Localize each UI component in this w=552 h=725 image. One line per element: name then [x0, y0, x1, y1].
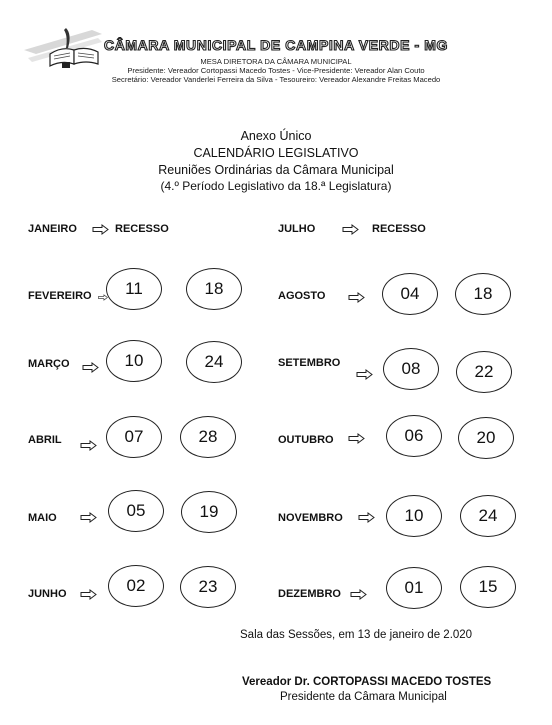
meeting-date: 24	[186, 341, 242, 383]
period-label: (4.º Período Legislativo da 18.ª Legislatura)	[160, 179, 392, 193]
meeting-date: 07	[106, 416, 162, 458]
month-label: MAIO	[28, 512, 57, 524]
meeting-date: 22	[456, 351, 512, 393]
month-label: MARÇO	[28, 358, 70, 370]
signatory-name: Vereador Dr. CORTOPASSI MACEDO TOSTES	[242, 676, 492, 688]
month-label: AGOSTO	[278, 290, 326, 302]
chamber-name: CÂMARA MUNICIPAL DE CAMPINA VERDE - MG	[104, 37, 449, 53]
meeting-date: 11	[106, 268, 162, 310]
meeting-date: 10	[106, 340, 162, 382]
month-label: NOVEMBRO	[278, 512, 343, 524]
arrow-right-icon	[82, 362, 99, 373]
month-label: JUNHO	[28, 588, 67, 600]
month-label: SETEMBRO	[278, 357, 341, 369]
meeting-date: 24	[460, 495, 516, 537]
month-label: JANEIRO	[28, 223, 77, 235]
calendar-subtitle: Reuniões Ordinárias da Câmara Municipal	[158, 163, 394, 177]
meeting-date: 01	[386, 567, 442, 609]
month-label: ABRIL	[28, 434, 62, 446]
arrow-right-icon	[80, 512, 97, 523]
arrow-right-icon	[342, 224, 359, 235]
arrow-right-icon	[80, 589, 97, 600]
arrow-right-icon	[356, 369, 373, 380]
month-label: FEVEREIRO	[28, 290, 92, 302]
arrow-right-icon	[358, 512, 375, 523]
meeting-date: 05	[108, 490, 164, 532]
meeting-date: 06	[386, 415, 442, 457]
month-label: OUTUBRO	[278, 434, 334, 446]
arrow-right-icon	[92, 224, 109, 235]
board-title: MESA DIRETORA DA CÂMARA MUNICIPAL	[200, 57, 352, 66]
meeting-date: 18	[455, 273, 511, 315]
recess-label: RECESSO	[115, 223, 169, 235]
meeting-date: 08	[383, 348, 439, 390]
arrow-right-icon	[348, 292, 365, 303]
board-line-2: Secretário: Vereador Vanderlei Ferreira da Silva - Tesoureiro: Vereador Alexandre Freitas Macedo	[111, 75, 441, 84]
calendar-title: CALENDÁRIO LEGISLATIVO	[193, 146, 359, 160]
annex-title: Anexo Único	[240, 129, 312, 143]
meeting-date: 28	[180, 416, 236, 458]
arrow-right-icon	[350, 589, 367, 600]
meeting-date: 20	[458, 417, 514, 459]
arrow-right-icon	[348, 433, 365, 444]
arrow-right-icon	[80, 440, 97, 451]
meeting-date: 10	[386, 495, 442, 537]
meeting-date: 23	[180, 566, 236, 608]
meeting-date: 15	[460, 566, 516, 608]
month-label: JULHO	[278, 223, 316, 235]
board-line-1: Presidente: Vereador Cortopassi Macedo Tostes - Vice-Presidente: Vereador Alan Couto	[127, 66, 425, 75]
meeting-date: 19	[181, 491, 237, 533]
meeting-date: 04	[382, 273, 438, 315]
meeting-date: 02	[108, 565, 164, 607]
place-date: Sala das Sessões, em 13 de janeiro de 2.020	[240, 629, 473, 641]
meeting-date: 18	[186, 268, 242, 310]
signatory-role: Presidente da Câmara Municipal	[280, 691, 447, 703]
month-label: DEZEMBRO	[278, 588, 341, 600]
recess-label: RECESSO	[372, 223, 426, 235]
